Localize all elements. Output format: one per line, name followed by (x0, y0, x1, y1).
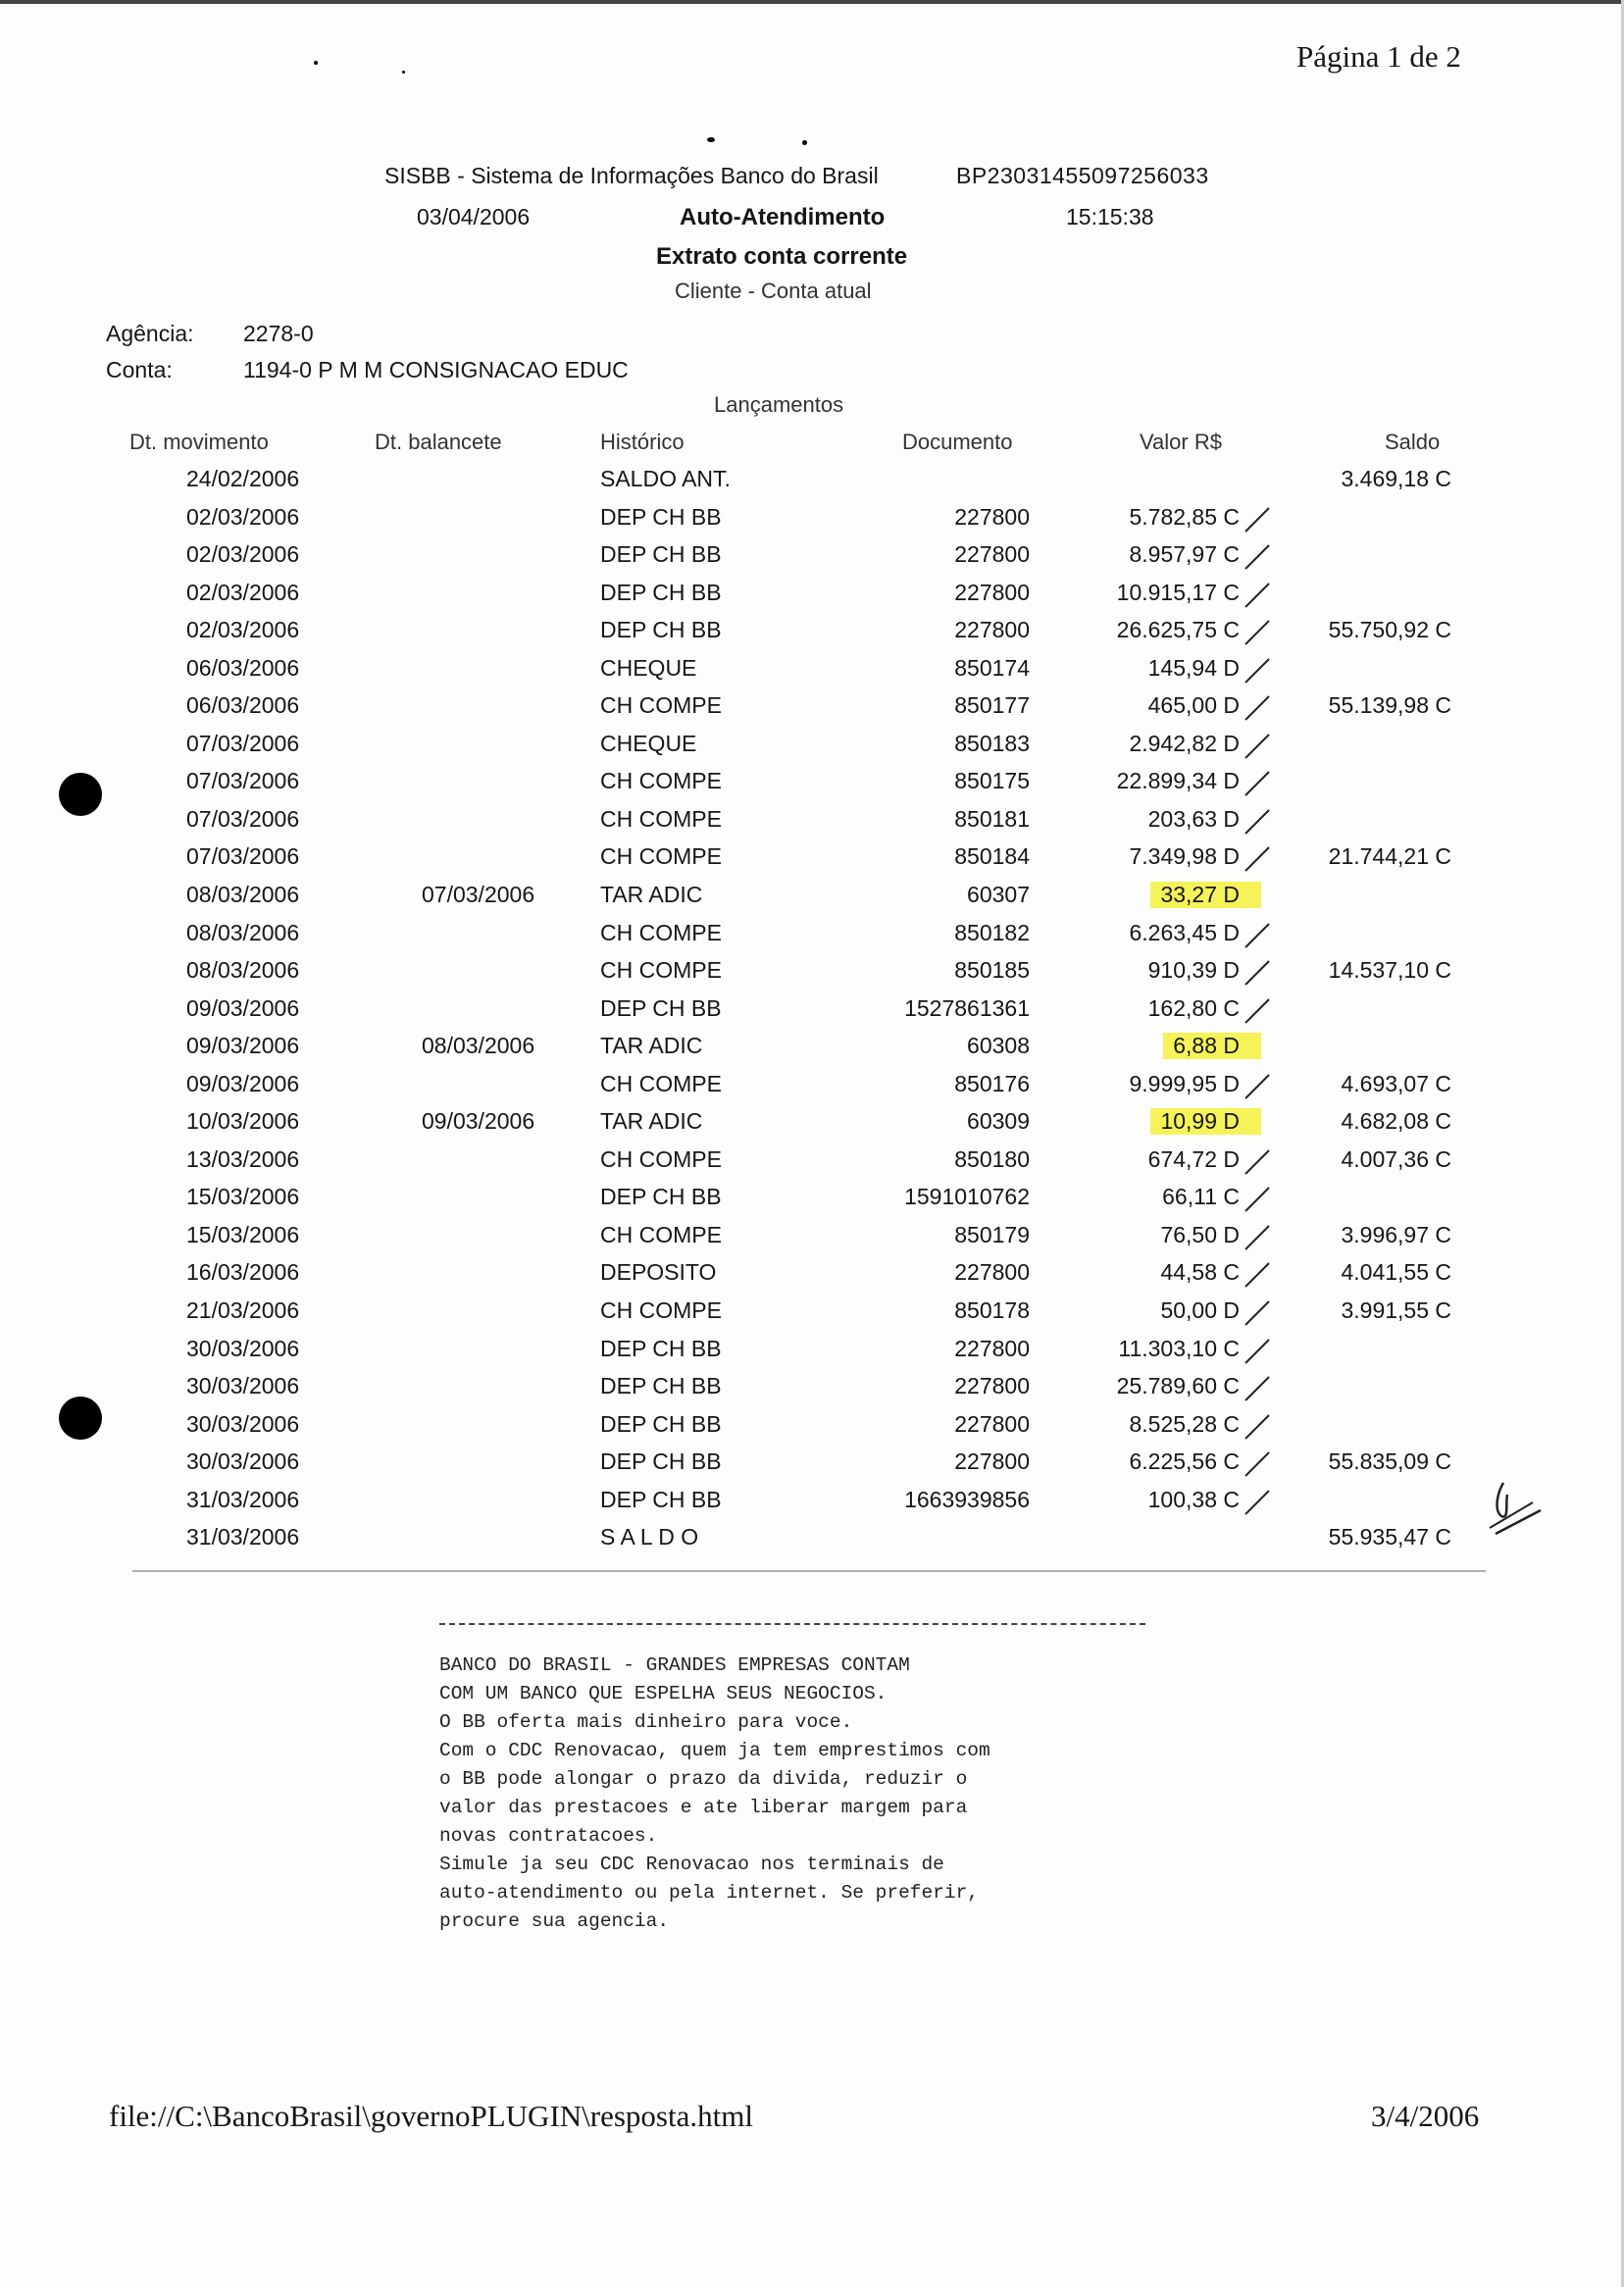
column-header-balance-date: Dt. balancete (375, 430, 502, 454)
movement-date: 13/03/2006 (186, 1145, 300, 1172)
document-number: 227800 (954, 1335, 1030, 1361)
message-line: auto-atendimento ou pela internet. Se preferir, (439, 1882, 979, 1904)
check-tick-icon (1243, 1299, 1271, 1329)
document-number: 850175 (954, 768, 1030, 794)
table-row (0, 1220, 1624, 1258)
amount: 465,00 D (1147, 692, 1240, 719)
document-number: 850177 (954, 692, 1030, 719)
history: CHEQUE (600, 730, 697, 756)
table-row (0, 615, 1624, 653)
document-number: 850185 (954, 957, 1030, 984)
balance-date: 09/03/2006 (422, 1108, 535, 1135)
document-number: 850184 (954, 843, 1030, 870)
balance-date: 08/03/2006 (422, 1033, 535, 1059)
table-row (0, 1371, 1624, 1409)
check-tick-icon (1243, 1224, 1271, 1253)
history: CH COMPE (600, 1297, 722, 1324)
movement-date: 02/03/2006 (186, 541, 300, 568)
document-number: 60309 (967, 1108, 1030, 1135)
amount: 2.942,82 D (1129, 730, 1240, 756)
movement-date: 06/03/2006 (186, 692, 300, 719)
column-header-value: Valor R$ (1140, 430, 1222, 454)
history: S A L D O (600, 1524, 699, 1550)
document-number: 850181 (954, 805, 1030, 832)
running-balance: 55.935,47 C (1328, 1524, 1451, 1550)
document-number: 850176 (954, 1070, 1030, 1096)
table-row (0, 539, 1624, 578)
check-tick-icon (1243, 619, 1271, 648)
table-row (0, 502, 1624, 540)
table-divider (132, 1570, 1486, 1572)
movement-date: 02/03/2006 (186, 617, 300, 643)
amount: 6.263,45 D (1129, 919, 1240, 945)
amount: 100,38 C (1147, 1486, 1240, 1512)
table-row (0, 1031, 1624, 1069)
document-number: 227800 (954, 579, 1030, 605)
movement-date: 07/03/2006 (186, 730, 300, 756)
amount: 6.225,56 C (1129, 1448, 1240, 1475)
movement-date: 10/03/2006 (186, 1108, 300, 1135)
running-balance: 3.991,55 C (1341, 1297, 1451, 1324)
amount: 25.789,60 C (1116, 1373, 1240, 1399)
amount: 145,94 D (1147, 654, 1240, 681)
movement-date: 08/03/2006 (186, 919, 300, 945)
message-line: Simule ja seu CDC Renovacao nos terminais de (439, 1854, 944, 1875)
history: TAR ADIC (600, 1033, 703, 1059)
movement-date: 08/03/2006 (186, 882, 300, 908)
history: DEP CH BB (600, 1184, 722, 1210)
running-balance: 3.469,18 C (1341, 466, 1451, 491)
account-value: 1194-0 P M M CONSIGNACAO EDUC (243, 357, 629, 382)
running-balance: 4.693,07 C (1341, 1070, 1451, 1096)
table-row (0, 993, 1624, 1032)
check-tick-icon (1243, 506, 1271, 535)
channel-mode: Auto-Atendimento (680, 204, 886, 230)
movement-date: 21/03/2006 (186, 1297, 300, 1324)
punch-hole-bottom (59, 1397, 102, 1440)
movement-date: 09/03/2006 (186, 1070, 300, 1096)
check-tick-icon (1243, 959, 1271, 989)
speck (314, 61, 318, 65)
table-row (0, 955, 1624, 993)
document-number: 1591010762 (904, 1184, 1030, 1210)
check-tick-icon (1243, 997, 1271, 1027)
history: DEP CH BB (600, 1448, 722, 1475)
movement-date: 09/03/2006 (186, 1033, 300, 1059)
history: DEPOSITO (600, 1259, 717, 1286)
check-tick-icon (1243, 1450, 1271, 1480)
document-number: 850180 (954, 1145, 1030, 1172)
statement-type: Extrato conta corrente (656, 243, 908, 270)
movement-date: 15/03/2006 (186, 1221, 300, 1247)
movement-date: 09/03/2006 (186, 994, 300, 1021)
check-tick-icon (1243, 543, 1271, 573)
print-date: 3/4/2006 (1371, 2099, 1480, 2133)
movement-date: 08/03/2006 (186, 957, 300, 984)
running-balance: 4.007,36 C (1341, 1145, 1451, 1172)
movement-date: 30/03/2006 (186, 1410, 300, 1437)
movement-date: 02/03/2006 (186, 503, 300, 530)
amount: 10.915,17 C (1116, 579, 1240, 605)
document-number: 227800 (954, 503, 1030, 530)
table-row (0, 766, 1624, 804)
history: CH COMPE (600, 843, 722, 870)
amount: 11.303,10 C (1118, 1335, 1240, 1361)
check-tick-icon (1243, 808, 1271, 838)
table-row (0, 918, 1624, 956)
check-tick-icon (1243, 1148, 1271, 1178)
agency-label: Agência: (106, 321, 194, 346)
amount: 76,50 D (1160, 1221, 1240, 1247)
history: DEP CH BB (600, 1486, 722, 1512)
check-tick-icon (1243, 922, 1271, 951)
transactions-table (0, 464, 1624, 1560)
history: TAR ADIC (600, 882, 703, 908)
movement-date: 30/03/2006 (186, 1448, 300, 1475)
speck (707, 137, 715, 142)
table-row (0, 690, 1624, 729)
message-line: novas contratacoes. (439, 1825, 658, 1847)
file-path: file://C:\BancoBrasil\governoPLUGIN\resposta.html (109, 2099, 753, 2133)
movement-date: 24/02/2006 (186, 466, 300, 491)
table-row (0, 1069, 1624, 1107)
column-header-movement-date: Dt. movimento (129, 430, 269, 454)
message-line: BANCO DO BRASIL - GRANDES EMPRESAS CONTAM (439, 1654, 910, 1676)
history: DEP CH BB (600, 994, 722, 1021)
column-header-document: Documento (902, 430, 1013, 454)
amount: 22.899,34 D (1116, 768, 1240, 794)
check-tick-icon (1243, 1073, 1271, 1102)
document-number: 1527861361 (904, 994, 1030, 1021)
table-row (0, 804, 1624, 842)
movement-date: 30/03/2006 (186, 1373, 300, 1399)
amount: 33,27 D (1150, 882, 1261, 908)
movement-date: 06/03/2006 (186, 654, 300, 681)
amount: 66,11 C (1162, 1184, 1240, 1210)
document-number: 850182 (954, 919, 1030, 945)
table-row (0, 841, 1624, 880)
table-row (0, 1257, 1624, 1296)
running-balance: 4.041,55 C (1341, 1259, 1451, 1286)
amount: 8.525,28 C (1129, 1410, 1240, 1437)
history: CH COMPE (600, 768, 722, 794)
table-row (0, 1409, 1624, 1448)
movement-date: 30/03/2006 (186, 1335, 300, 1361)
speck (802, 140, 807, 145)
history: TAR ADIC (600, 1108, 703, 1135)
message-line: COM UM BANCO QUE ESPELHA SEUS NEGOCIOS. (439, 1683, 888, 1704)
check-tick-icon (1243, 1413, 1271, 1443)
amount: 674,72 D (1147, 1145, 1240, 1172)
history: CH COMPE (600, 957, 722, 984)
movement-date: 31/03/2006 (186, 1486, 300, 1512)
amount: 10,99 D (1150, 1108, 1261, 1135)
table-row (0, 1182, 1624, 1220)
check-tick-icon (1243, 694, 1271, 724)
amount: 50,00 D (1160, 1297, 1240, 1324)
check-tick-icon (1243, 845, 1271, 875)
amount: 6,88 D (1163, 1033, 1261, 1059)
agency-value: 2278-0 (243, 321, 314, 346)
table-row (0, 578, 1624, 616)
table-row (0, 729, 1624, 767)
statement-subtitle: Cliente - Conta atual (675, 279, 872, 303)
column-header-history: Histórico (600, 430, 685, 454)
running-balance: 21.744,21 C (1328, 843, 1451, 870)
check-tick-icon (1243, 1338, 1271, 1367)
amount: 7.349,98 D (1129, 843, 1240, 870)
history: DEP CH BB (600, 579, 722, 605)
check-tick-icon (1243, 733, 1271, 762)
document-number: 227800 (954, 1410, 1030, 1437)
document-number: 60308 (967, 1033, 1030, 1059)
table-row (0, 880, 1624, 918)
document-number: 850174 (954, 654, 1030, 681)
amount: 5.782,85 C (1129, 503, 1240, 530)
history: CH COMPE (600, 919, 722, 945)
movement-date: 07/03/2006 (186, 768, 300, 794)
speck (402, 71, 405, 74)
table-row (0, 1106, 1624, 1144)
message-line: procure sua agencia. (439, 1910, 670, 1932)
document-code: BP23031455097256033 (956, 163, 1209, 188)
table-row (0, 1296, 1624, 1334)
movement-date: 31/03/2006 (186, 1524, 300, 1550)
running-balance: 4.682,08 C (1341, 1108, 1451, 1135)
history: CH COMPE (600, 1070, 722, 1096)
document-number: 227800 (954, 1373, 1030, 1399)
amount: 162,80 C (1147, 994, 1240, 1021)
page-label: Página 1 de 2 (1296, 39, 1461, 74)
issue-date: 03/04/2006 (417, 204, 531, 229)
account-label: Conta: (106, 357, 173, 382)
amount: 9.999,95 D (1129, 1070, 1240, 1096)
document-number: 227800 (954, 617, 1030, 643)
amount: 44,58 C (1160, 1259, 1240, 1286)
system-title: SISBB - Sistema de Informações Banco do Brasil (384, 163, 879, 188)
promo-message (439, 1652, 990, 1936)
table-row (0, 1334, 1624, 1372)
document-number: 1663939856 (904, 1486, 1030, 1512)
document-number: 850178 (954, 1297, 1030, 1324)
message-line: O BB oferta mais dinheiro para voce. (439, 1711, 853, 1733)
scan-edge-top (0, 0, 1624, 4)
history: CH COMPE (600, 692, 722, 719)
history: CHEQUE (600, 654, 697, 681)
table-row (0, 1447, 1624, 1485)
amount: 910,39 D (1147, 957, 1240, 984)
check-tick-icon (1243, 657, 1271, 686)
table-row (0, 1522, 1624, 1560)
document-number: 850183 (954, 730, 1030, 756)
history: CH COMPE (600, 1221, 722, 1247)
amount: 203,63 D (1147, 805, 1240, 832)
history: CH COMPE (600, 805, 722, 832)
running-balance: 55.139,98 C (1328, 692, 1451, 719)
running-balance: 3.996,97 C (1341, 1221, 1451, 1247)
check-tick-icon (1243, 1375, 1271, 1404)
history: DEP CH BB (600, 1410, 722, 1437)
message-line: valor das prestacoes e ate liberar margem para (439, 1797, 968, 1818)
table-row (0, 653, 1624, 691)
table-row (0, 1144, 1624, 1183)
amount: 26.625,75 C (1116, 617, 1240, 643)
table-row (0, 1485, 1624, 1523)
movement-date: 15/03/2006 (186, 1184, 300, 1210)
issue-time: 15:15:38 (1066, 204, 1154, 229)
document-number: 227800 (954, 541, 1030, 568)
movement-date: 07/03/2006 (186, 805, 300, 832)
column-header-balance: Saldo (1385, 430, 1441, 454)
check-tick-icon (1243, 582, 1271, 611)
check-tick-icon (1243, 1489, 1271, 1518)
punch-hole-top (59, 773, 102, 816)
launches-title: Lançamentos (714, 392, 844, 417)
document-number: 850179 (954, 1221, 1030, 1247)
document-number: 60307 (967, 882, 1030, 908)
movement-date: 07/03/2006 (186, 843, 300, 870)
message-line: o BB pode alongar o prazo da divida, reduzir o (439, 1768, 968, 1790)
check-tick-icon (1243, 1261, 1271, 1291)
running-balance: 55.835,09 C (1328, 1448, 1451, 1475)
movement-date: 16/03/2006 (186, 1259, 300, 1286)
history: SALDO ANT. (600, 466, 731, 491)
document-number: 227800 (954, 1448, 1030, 1475)
handwritten-check-mark (1476, 1473, 1554, 1561)
history: CH COMPE (600, 1145, 722, 1172)
message-line: Com o CDC Renovacao, quem ja tem emprestimos com (439, 1740, 990, 1761)
balance-date: 07/03/2006 (422, 882, 535, 908)
running-balance: 55.750,92 C (1328, 617, 1451, 643)
history: DEP CH BB (600, 1335, 722, 1361)
check-tick-icon (1243, 1186, 1271, 1215)
movement-date: 02/03/2006 (186, 579, 300, 605)
message-separator (439, 1623, 1145, 1625)
history: DEP CH BB (600, 541, 722, 568)
document-number: 227800 (954, 1259, 1030, 1286)
history: DEP CH BB (600, 617, 722, 643)
history: DEP CH BB (600, 503, 722, 530)
history: DEP CH BB (600, 1373, 722, 1399)
table-row (0, 464, 1624, 502)
check-tick-icon (1243, 770, 1271, 799)
running-balance: 14.537,10 C (1328, 957, 1451, 984)
amount: 8.957,97 C (1129, 541, 1240, 568)
